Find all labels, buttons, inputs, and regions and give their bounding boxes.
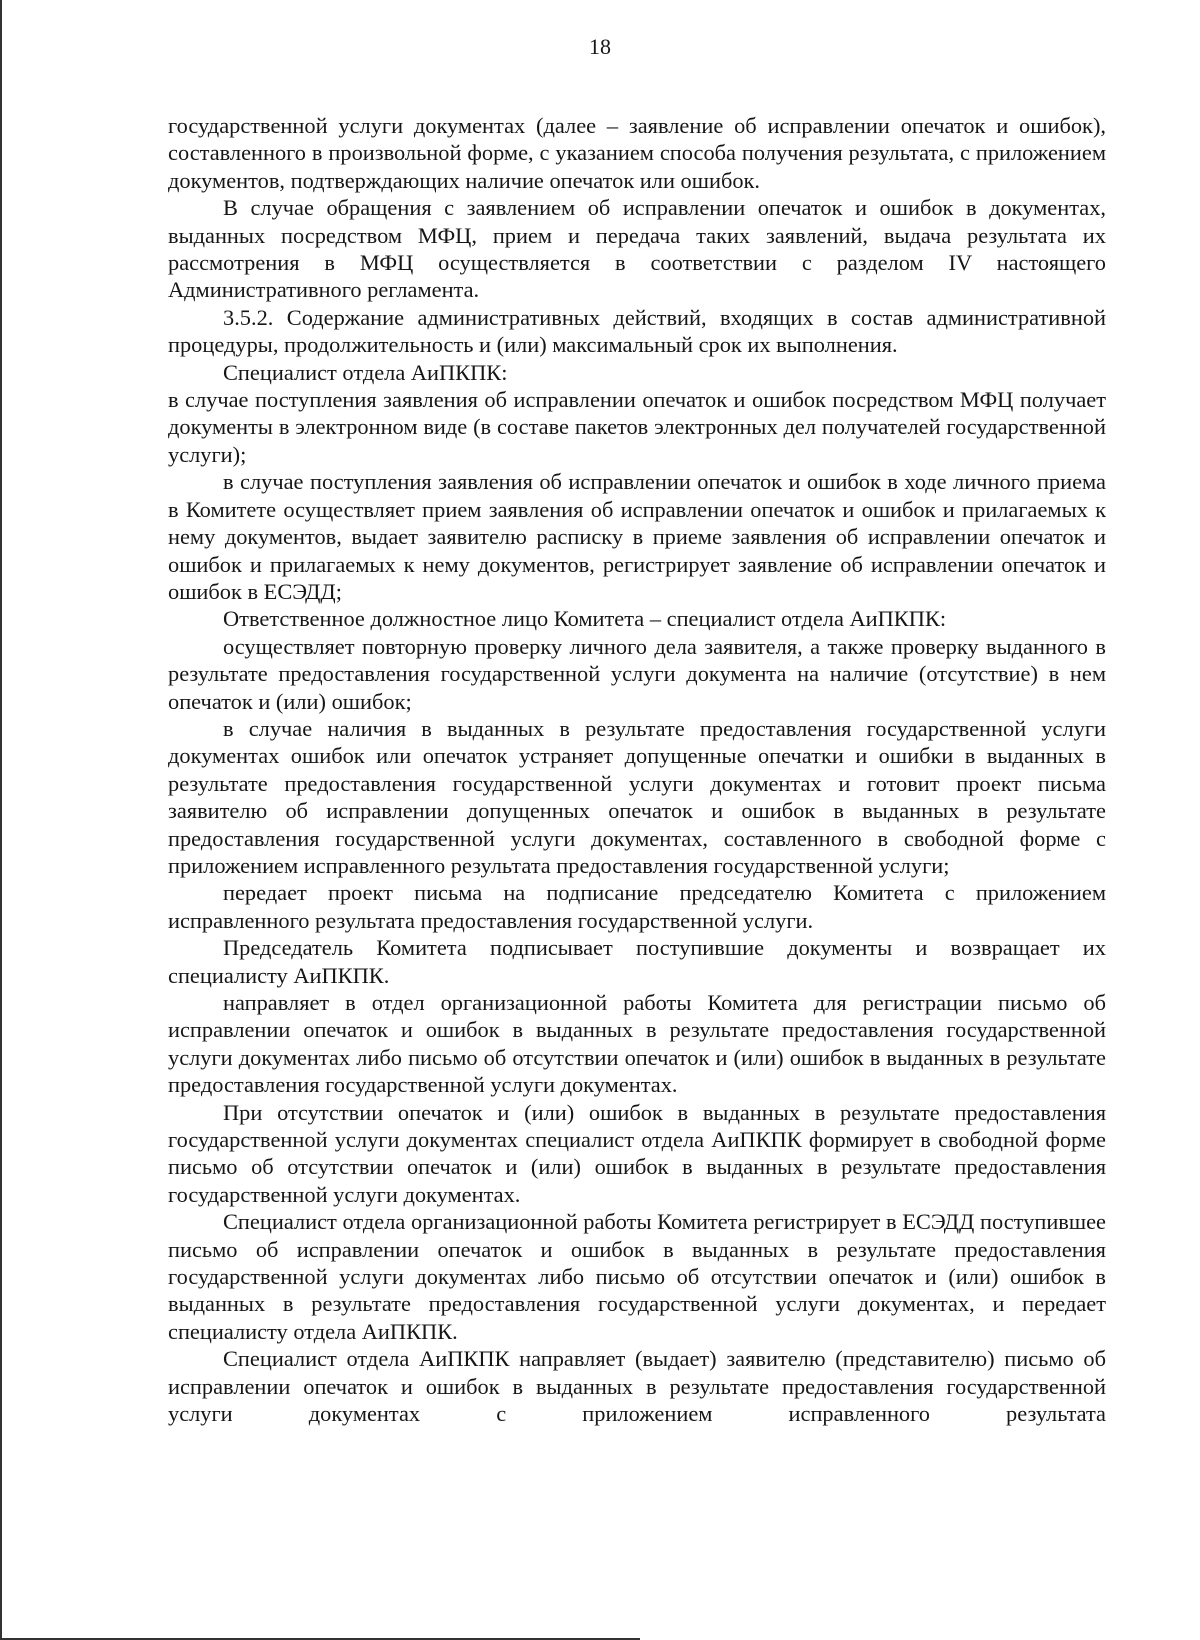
paragraph: 3.5.2. Содержание административных действий, входящих в состав административной процедуры, продолжительность и (или) максимальный срок их выполнения. [168, 304, 1106, 358]
paragraph: Специалист отдела АиПКПК направляет (выдает) заявителю (представителю) письмо об исправлении опечаток и ошибок в выданных в результате предоставления государственной услуги документах с приложением исправленного результата [168, 1346, 1106, 1427]
page-number: 18 [589, 34, 611, 59]
paragraph: Ответственное должностное лицо Комитета – специалист отдела АиПКПК: [223, 606, 947, 632]
paragraph: в случае наличия в выданных в результате предоставления государственной услуги документах ошибок или опечаток устраняет допущенные опечатки и ошибки в выданных в результате предоставления государственной услуги документах и готовит проект письма заявителю об исправлении допущенных опечаток и ошибок в выданных в результате предоставления государственной услуги документах, составленного в свободной форме с приложением исправленного результата предоставления государственной услуги; [168, 715, 1106, 878]
paragraph: направляет в отдел организационной работы Комитета для регистрации письмо об исправлении опечаток и ошибок в выданных в результате предоставления государственной услуги документах либо письмо об отсутствии опечаток и (или) ошибок в выданных в результате предоставления государственной услуги документах. [168, 990, 1106, 1098]
paragraph: В случае обращения с заявлением об исправлении опечаток и ошибок в документах, выданных посредством МФЦ, прием и передача таких заявлений, выдача результата их рассмотрения в МФЦ осуществляется в соответствии с разделом IV настоящего Административного регламента. [168, 195, 1106, 303]
paragraph: передает проект письма на подписание председателю Комитета с приложением исправленного результата предоставления государственной услуги. [168, 880, 1106, 933]
paragraph: Специалист отдела АиПКПК: [223, 359, 508, 385]
paragraph: осуществляет повторную проверку личного дела заявителя, а также проверку выданного в результате предоставления государственной услуги документа на наличие (отсутствие) в нем опечаток и (или) ошибок; [168, 633, 1106, 714]
paragraph: Председатель Комитета подписывает поступившие документы и возвращает их специалисту АиПКПК. [168, 935, 1106, 988]
document-body [168, 112, 1106, 1428]
paragraph: Специалист отдела организационной работы Комитета регистрирует в ЕСЭДД поступившее письмо об исправлении опечаток и ошибок в выданных в результате предоставления государственной услуги документах либо письмо об отсутствии опечаток и (или) ошибок в выданных в результате предоставления государственной услуги документах, и передает специалисту отдела АиПКПК. [168, 1209, 1106, 1344]
paragraph: в случае поступления заявления об исправлении опечаток и ошибок посредством МФЦ получает документы в электронном виде (в составе пакетов электронных дел получателей государственной услуги); [168, 387, 1106, 467]
paragraph: в случае поступления заявления об исправлении опечаток и ошибок в ходе личного приема в Комитете осуществляет прием заявления об исправлении опечаток и ошибок и прилагаемых к нему документов, выдает заявителю расписку в приеме заявления об исправлении опечаток и ошибок и прилагаемых к нему документов, регистрирует заявление об исправлении опечаток и ошибок в ЕСЭДД; [168, 469, 1106, 604]
paragraph: При отсутствии опечаток и (или) ошибок в выданных в результате предоставления государственной услуги документах специалист отдела АиПКПК формирует в свободной форме письмо об отсутствии опечаток и (или) ошибок в выданных в результате предоставления государственной услуги документах. [168, 1099, 1106, 1207]
paragraph: государственной услуги документах (далее – заявление об исправлении опечаток и ошибок), составленного в произвольной форме, с указанием способа получения результата, с приложением документов, подтверждающих наличие опечаток или ошибок. [168, 113, 1106, 193]
page-left-edge [0, 0, 2, 1640]
